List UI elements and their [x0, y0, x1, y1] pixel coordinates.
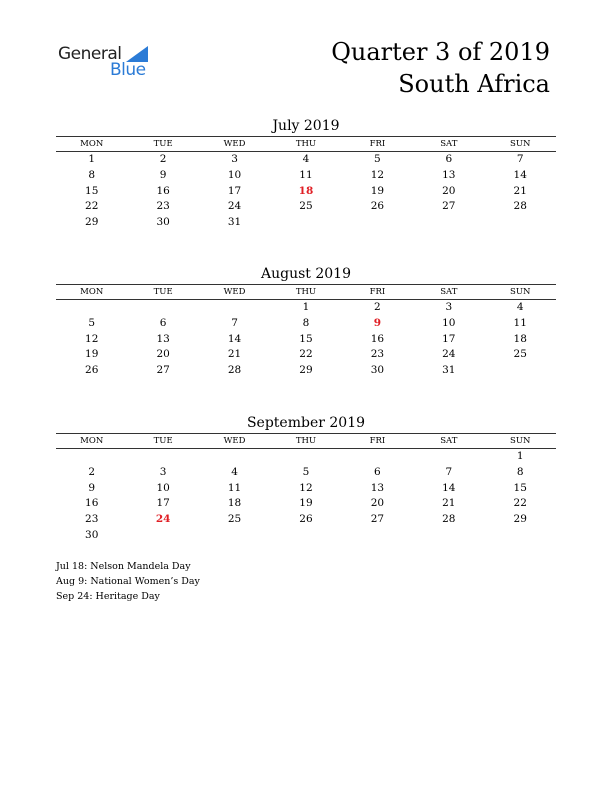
page-title: Quarter 3 of 2019: [331, 38, 550, 66]
month-title: August 2019: [261, 266, 351, 282]
weekday-label: MON: [80, 287, 104, 297]
weekday-label: TUE: [153, 287, 173, 297]
day-cell: 14: [442, 481, 456, 494]
weekday-label: THU: [295, 436, 317, 446]
day-cell: 29: [299, 364, 313, 377]
week-row: [56, 363, 556, 379]
holiday-entry: Jul 18: Nelson Mandela Day: [56, 561, 191, 572]
day-cell: [56, 300, 127, 316]
day-cell: [485, 363, 556, 379]
holiday-day-cell: 24: [155, 513, 171, 526]
day-cell: 10: [227, 168, 242, 181]
weekday-label: WED: [223, 436, 246, 446]
weekday-label: FRI: [369, 139, 386, 149]
day-cell: 12: [85, 332, 99, 345]
week-row: [56, 199, 556, 215]
day-cell: 19: [85, 348, 99, 361]
weekday-label: MON: [80, 436, 104, 446]
day-cell: 1: [516, 450, 524, 462]
day-cell: [199, 449, 270, 465]
weekday-label: TUE: [153, 139, 173, 149]
weekday-label: FRI: [369, 287, 386, 297]
day-cell: 23: [85, 513, 99, 526]
week-row: [56, 512, 556, 528]
week-row: [56, 215, 556, 231]
day-cell: 25: [227, 513, 242, 526]
weekday-label: SUN: [510, 436, 531, 446]
weekday-label: SAT: [440, 139, 458, 149]
weekday-label: SUN: [510, 139, 531, 149]
day-cell: 15: [513, 481, 527, 494]
day-cell: 31: [442, 364, 456, 377]
day-cell: 20: [442, 184, 456, 197]
day-cell: 5: [302, 465, 310, 478]
day-cell: 17: [156, 497, 170, 510]
month-title: September 2019: [246, 415, 366, 431]
day-cell: 13: [442, 168, 456, 181]
page-header: [331, 36, 550, 100]
week-row: [56, 300, 556, 316]
day-cell: [127, 300, 198, 316]
day-cell: 27: [156, 364, 170, 377]
month-calendar-august: [56, 265, 556, 379]
day-cell: 16: [85, 497, 99, 510]
week-row: [56, 332, 556, 348]
day-cell: 4: [516, 301, 524, 313]
day-cell: 16: [156, 184, 170, 197]
day-cell: 12: [299, 481, 313, 494]
day-cell: [342, 215, 413, 231]
week-row: [56, 347, 556, 363]
day-cell: 11: [513, 316, 527, 329]
holiday-entry: Sep 24: Heritage Day: [56, 591, 160, 602]
weekday-label: SAT: [440, 287, 458, 297]
holiday-day-cell: 18: [298, 184, 314, 197]
day-cell: 27: [442, 200, 456, 213]
day-cell: 6: [445, 153, 453, 165]
weekday-label: MON: [80, 139, 104, 149]
month-calendar-september: [56, 414, 556, 544]
day-cell: 1: [302, 301, 310, 313]
day-cell: 8: [88, 168, 96, 181]
day-cell: 17: [227, 184, 242, 197]
day-cell: 15: [299, 332, 313, 345]
day-cell: [342, 528, 413, 544]
day-cell: 22: [299, 348, 313, 361]
weekday-label: TUE: [153, 436, 173, 446]
day-cell: 15: [85, 184, 99, 197]
day-cell: 28: [227, 364, 242, 377]
weekday-label: WED: [223, 287, 246, 297]
day-cell: 25: [299, 200, 313, 213]
month-weeks: [56, 449, 556, 544]
day-cell: 31: [227, 216, 242, 229]
day-cell: 21: [442, 497, 456, 510]
day-cell: 1: [88, 153, 96, 165]
day-cell: 10: [442, 316, 456, 329]
day-cell: 20: [156, 348, 170, 361]
day-cell: 13: [370, 481, 385, 494]
day-cell: 3: [445, 301, 453, 313]
day-cell: 28: [442, 513, 456, 526]
day-cell: 13: [156, 332, 170, 345]
day-cell: [270, 528, 341, 544]
week-row: [56, 316, 556, 332]
day-cell: 7: [516, 153, 524, 165]
day-cell: 27: [370, 513, 385, 526]
country-name: South Africa: [398, 70, 550, 98]
generalblue-logo: [58, 44, 158, 84]
weekday-header: [56, 433, 556, 449]
day-cell: 14: [227, 332, 242, 345]
day-cell: 2: [88, 465, 96, 478]
day-cell: 19: [370, 184, 385, 197]
day-cell: 28: [513, 200, 527, 213]
day-cell: 30: [85, 528, 99, 541]
week-row: [56, 528, 556, 544]
day-cell: [413, 215, 484, 231]
day-cell: 2: [159, 153, 167, 165]
day-cell: [270, 449, 341, 465]
day-cell: 5: [374, 153, 381, 165]
day-cell: 12: [370, 168, 385, 181]
weekday-label: FRI: [369, 436, 386, 446]
logo-general-text: General: [58, 44, 122, 64]
day-cell: 26: [299, 513, 313, 526]
day-cell: 6: [374, 465, 381, 478]
day-cell: [485, 215, 556, 231]
holiday-list: [56, 559, 200, 604]
day-cell: 2: [374, 301, 381, 313]
day-cell: [199, 300, 270, 316]
day-cell: 25: [513, 348, 527, 361]
logo-blue-text: Blue: [110, 60, 146, 80]
week-row: [56, 496, 556, 512]
day-cell: 30: [370, 364, 385, 377]
day-cell: [127, 528, 198, 544]
day-cell: 26: [85, 364, 99, 377]
month-calendar-july: [56, 117, 556, 231]
day-cell: 22: [513, 497, 527, 510]
day-cell: 14: [513, 168, 527, 181]
day-cell: 18: [513, 332, 527, 345]
day-cell: 9: [88, 481, 96, 494]
day-cell: 16: [370, 332, 385, 345]
day-cell: 22: [85, 200, 99, 213]
day-cell: 4: [231, 465, 238, 478]
day-cell: 7: [445, 465, 453, 478]
day-cell: 20: [370, 497, 385, 510]
weekday-label: WED: [223, 139, 246, 149]
day-cell: 9: [159, 168, 167, 181]
weekday-label: SUN: [510, 287, 531, 297]
week-row: [56, 168, 556, 184]
day-cell: [270, 215, 341, 231]
day-cell: 3: [231, 153, 238, 165]
day-cell: 7: [231, 316, 238, 329]
day-cell: [127, 449, 198, 465]
day-cell: 21: [227, 348, 242, 361]
day-cell: 10: [156, 481, 170, 494]
day-cell: 3: [159, 465, 167, 478]
day-cell: 8: [302, 316, 310, 329]
holiday-entry: Aug 9: National Women’s Day: [56, 576, 200, 587]
day-cell: [413, 528, 484, 544]
day-cell: 18: [227, 497, 242, 510]
day-cell: 24: [227, 200, 242, 213]
day-cell: [199, 528, 270, 544]
day-cell: 29: [513, 513, 527, 526]
day-cell: 4: [302, 153, 310, 165]
month-weeks: [56, 300, 556, 379]
holiday-day-cell: 9: [373, 316, 382, 329]
week-row: [56, 465, 556, 481]
day-cell: 11: [227, 481, 242, 494]
day-cell: 24: [442, 348, 456, 361]
day-cell: 30: [156, 216, 170, 229]
day-cell: 29: [85, 216, 99, 229]
month-weeks: [56, 152, 556, 231]
day-cell: 21: [513, 184, 527, 197]
weekday-header: [56, 284, 556, 300]
day-cell: 26: [370, 200, 385, 213]
month-title: July 2019: [272, 118, 340, 134]
weekday-header: [56, 136, 556, 152]
week-row: [56, 184, 556, 200]
day-cell: 19: [299, 497, 313, 510]
weekday-label: THU: [295, 287, 317, 297]
week-row: [56, 152, 556, 168]
day-cell: 8: [516, 465, 524, 478]
day-cell: [413, 449, 484, 465]
week-row: [56, 481, 556, 497]
day-cell: [485, 528, 556, 544]
day-cell: 5: [88, 316, 96, 329]
weekday-label: THU: [295, 139, 317, 149]
weekday-label: SAT: [440, 436, 458, 446]
day-cell: 11: [299, 168, 313, 181]
day-cell: 17: [442, 332, 456, 345]
day-cell: 23: [370, 348, 385, 361]
day-cell: 23: [156, 200, 170, 213]
week-row: [56, 449, 556, 465]
day-cell: 6: [159, 316, 167, 329]
day-cell: [56, 449, 127, 465]
day-cell: [342, 449, 413, 465]
